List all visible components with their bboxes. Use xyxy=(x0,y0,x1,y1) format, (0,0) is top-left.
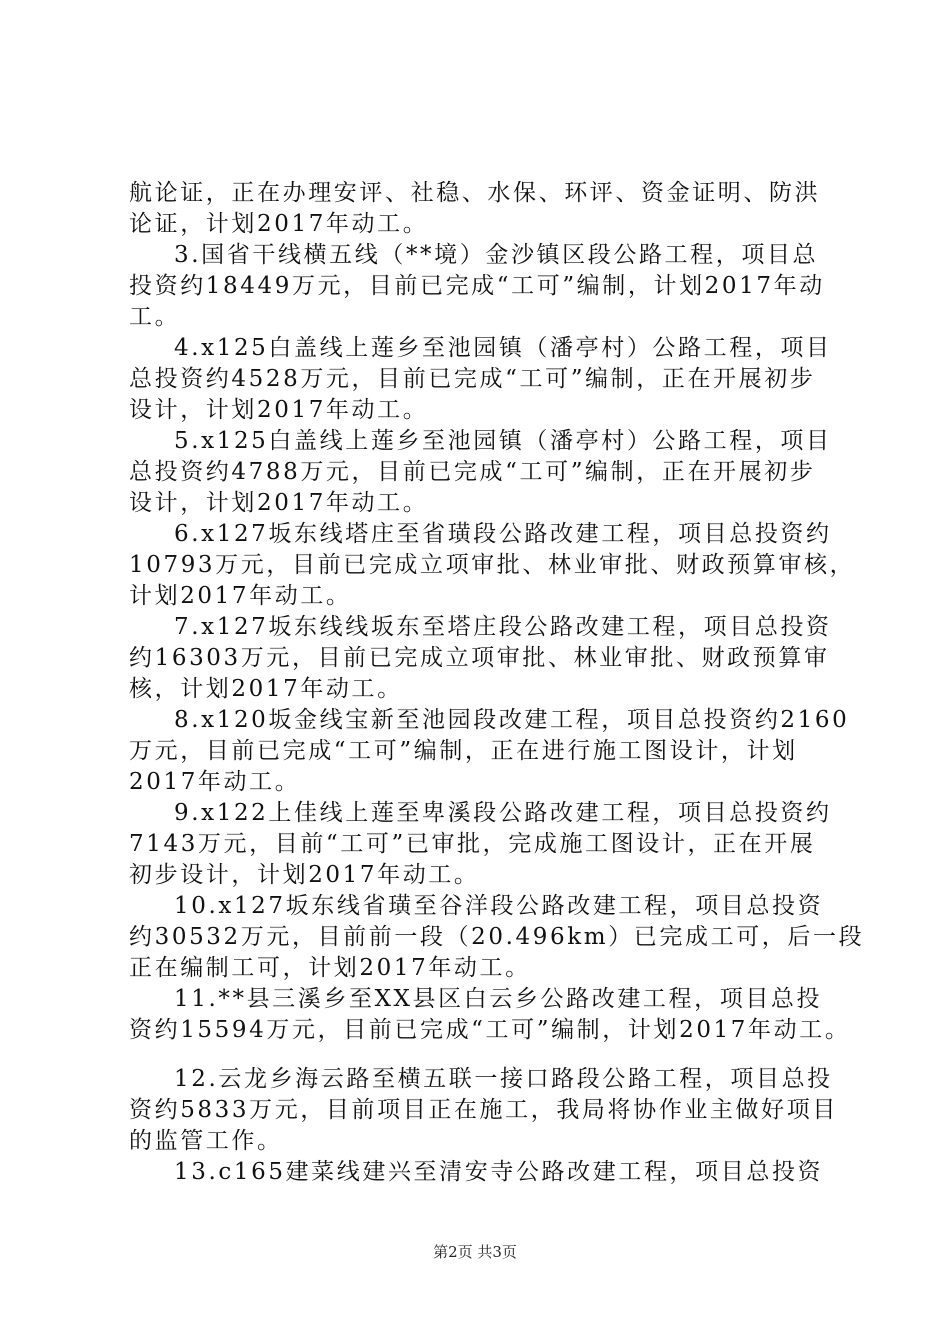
text-line: 5.x125白盖线上莲乡至池园镇（潘亭村）公路工程，项目 xyxy=(174,428,832,454)
text-line: 资约15594万元，目前已完成“工可”编制，计划2017年动工。 xyxy=(129,1017,851,1043)
text-line: 10793万元，目前已完成立项审批、林业审批、财政预算审核， xyxy=(129,552,856,578)
text-line: 7143万元，目前“工可”已审批，完成施工图设计，正在开展 xyxy=(129,831,816,857)
text-line: 8.x120坂金线宝新至池园段改建工程，项目总投资约2160 xyxy=(174,707,850,733)
page-footer: 第2页 共3页 xyxy=(433,1243,517,1261)
text-line: 10.x127坂东线省璜至谷洋段公路改建工程，项目总投资 xyxy=(174,893,824,919)
text-line: 9.x122上佳线上莲至卑溪段公路改建工程，项目总投资约 xyxy=(174,800,832,826)
text-line: 11.**县三溪乡至XX县区白云乡公路改建工程，项目总投 xyxy=(174,986,823,1012)
text-line: 计划2017年动工。 xyxy=(129,583,352,609)
text-line: 约30532万元，目前前一段（20.496km）已完成工可，后一段 xyxy=(129,924,865,950)
text-line: 6.x127坂东线塔庄至省璜段公路改建工程，项目总投资约 xyxy=(174,521,832,547)
text-line: 工。 xyxy=(129,304,181,330)
text-line: 的监管工作。 xyxy=(129,1128,283,1154)
text-line: 资约5833万元，目前项目正在施工，我局将协作业主做好项目 xyxy=(129,1097,838,1123)
text-line: 3.国省干线横五线（**境）金沙镇区段公路工程，项目总 xyxy=(174,242,819,268)
text-line: 初步设计，计划2017年动工。 xyxy=(129,862,480,888)
text-line: 7.x127坂东线线坂东至塔庄段公路改建工程，项目总投资 xyxy=(174,614,832,640)
text-line: 总投资约4788万元，目前已完成“工可”编制，正在开展初步 xyxy=(129,459,816,485)
text-line: 4.x125白盖线上莲乡至池园镇（潘亭村）公路工程，项目 xyxy=(174,335,832,361)
text-line: 论证，计划2017年动工。 xyxy=(129,211,429,237)
text-line: 正在编制工可，计划2017年动工。 xyxy=(129,955,531,981)
text-line: 设计，计划2017年动工。 xyxy=(129,397,429,423)
text-line: 航论证，正在办理安评、社稳、水保、环评、资金证明、防洪 xyxy=(129,180,821,206)
text-line: 12.云龙乡海云路至横五联一接口路段公路工程，项目总投 xyxy=(174,1066,833,1092)
text-line: 万元，目前已完成“工可”编制，正在进行施工图设计，计划 xyxy=(129,738,798,764)
text-line: 投资约18449万元，目前已完成“工可”编制，计划2017年动 xyxy=(129,273,825,299)
text-line: 核，计划2017年动工。 xyxy=(129,676,403,702)
text-line: 约16303万元，目前已完成立项审批、林业审批、财政预算审 xyxy=(129,645,830,671)
text-line: 2017年动工。 xyxy=(129,769,301,795)
text-line: 总投资约4528万元，目前已完成“工可”编制，正在开展初步 xyxy=(129,366,816,392)
text-line: 13.c165建菜线建兴至清安寺公路改建工程，项目总投资 xyxy=(174,1159,824,1185)
text-line: 设计，计划2017年动工。 xyxy=(129,490,429,516)
